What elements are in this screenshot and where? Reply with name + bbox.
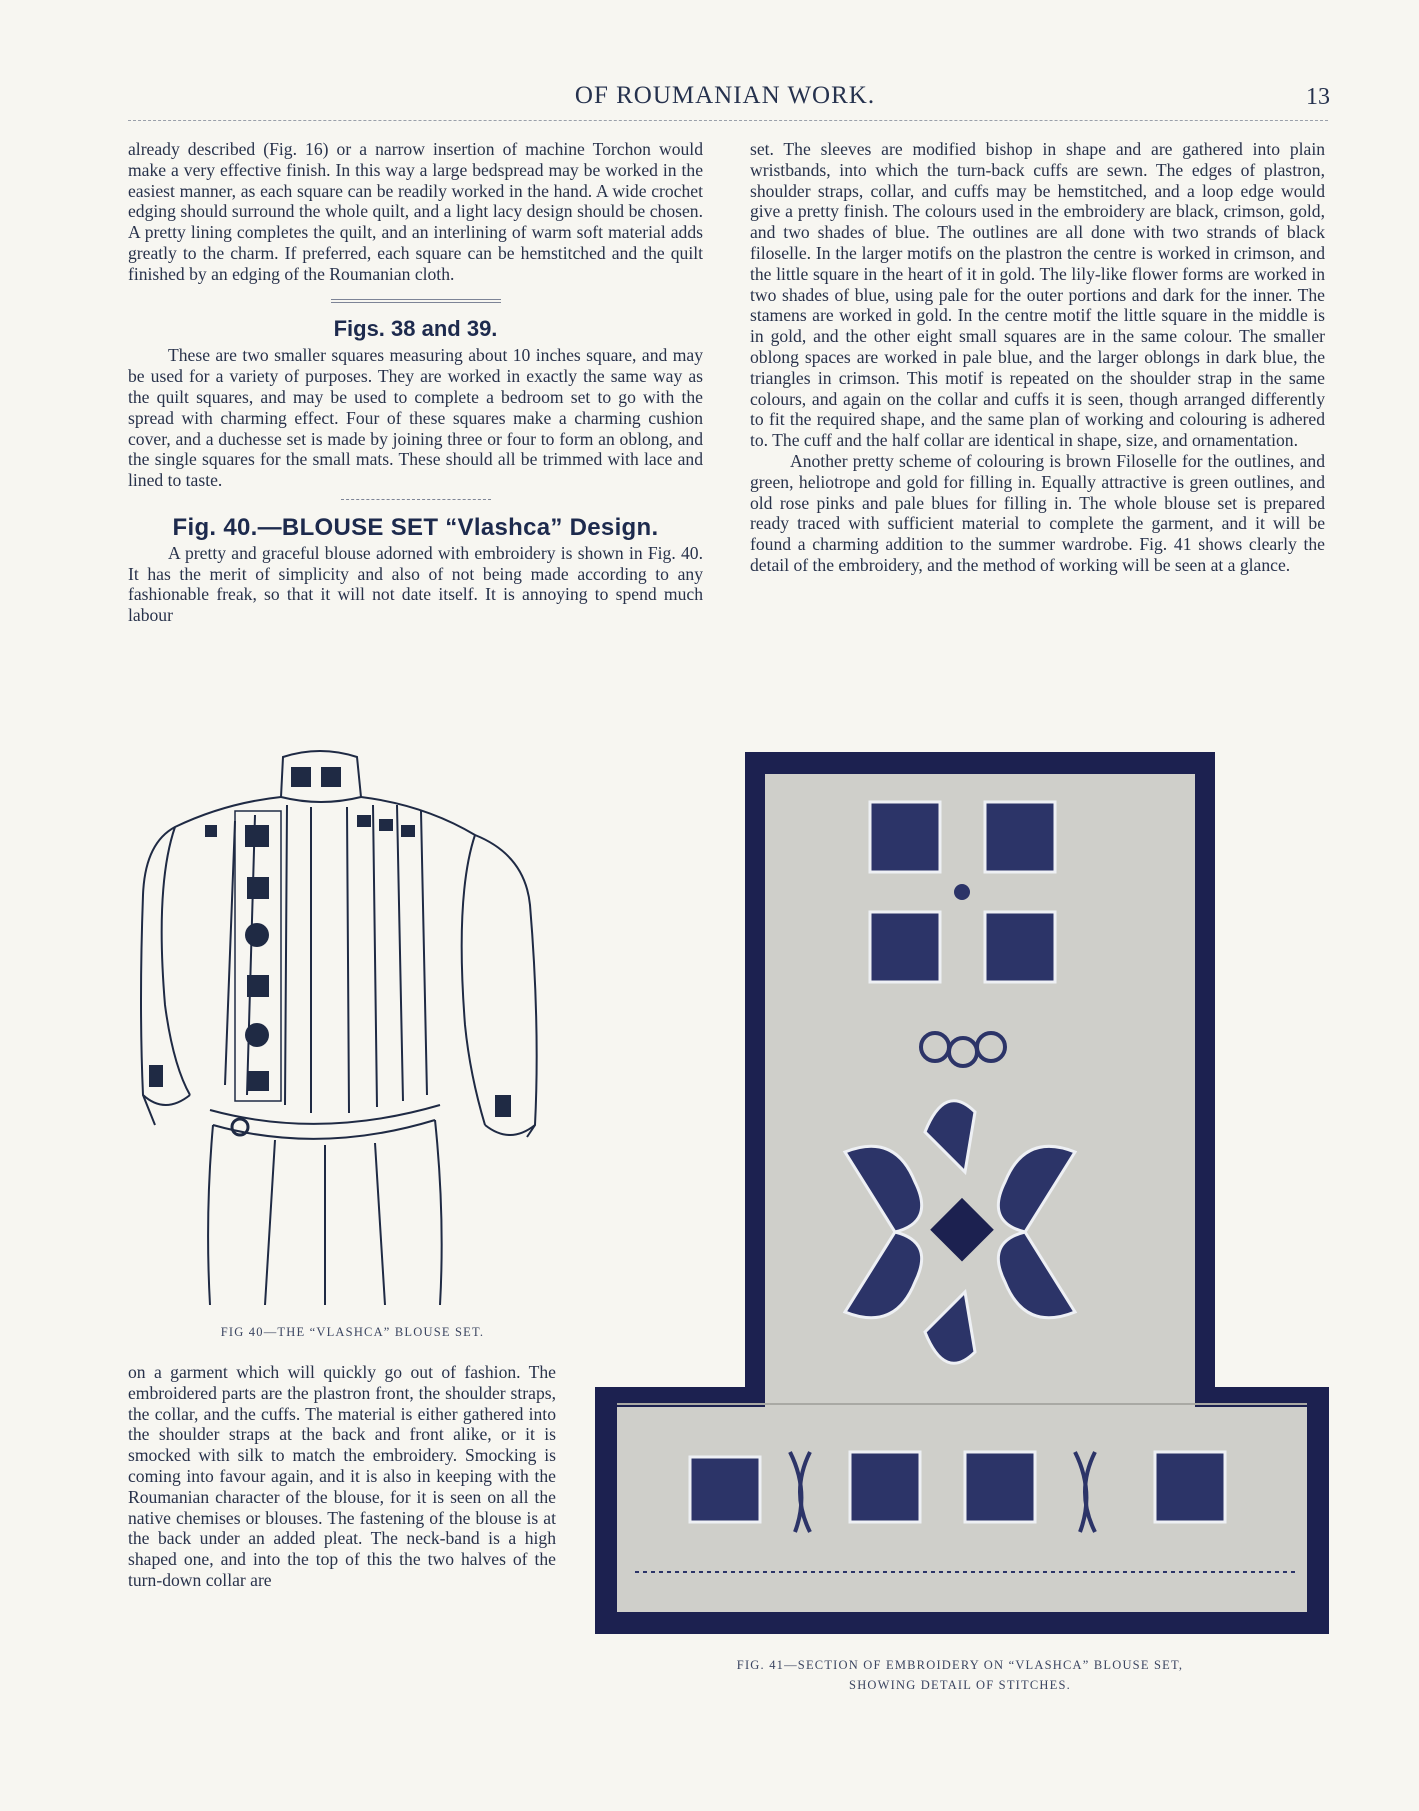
fig40-caption: FIG 40—THE “VLASHCA” BLOUSE SET.: [220, 1325, 485, 1339]
left-column: [128, 139, 703, 626]
left-para-4: on a garment which will quickly go out of fashion. The embroidered parts are the plastron front, the shoulder straps, the collar, and the cuffs. The material is either gathered into the shoulder straps at the back and front alike, or it is smocked with silk to match the embroidery. Smocking is coming into favour again, and it is also in keeping with the Roumanian character of the blouse, for it is seen on all the native chemises or blouses. The fastening of the blouse is at the back under an added pleat. The neck-band is a high shaped one, and into the top of this the two halves of the turn-down collar are: [128, 1362, 556, 1590]
embroidery-photo: [595, 752, 1329, 1634]
left-para-2: These are two smaller squares measuring about 10 inches square, and may be used for a variety of purposes. They are worked in exactly the same way as the quilt squares, and may be used to complete a bedroom set to go with the spread with charming effect. Four of these squares make a charming cushion cover, and a duchesse set is made by joining three or four to form an oblong, and the single squares for the small mats. These should all be trimmed with lace and lined to taste.: [128, 345, 703, 491]
section-divider-2: [341, 499, 491, 500]
heading-figs-38-39: Figs. 38 and 39.: [333, 315, 498, 341]
page-number: 13: [1306, 84, 1330, 110]
header-rule: [128, 120, 1328, 121]
fig41-caption-line-2: SHOWING DETAIL OF STITCHES.: [849, 1678, 1071, 1692]
left-para-1: already described (Fig. 16) or a narrow insertion of machine Torchon would make a very effective finish. In this way a large bedspread may be worked in the easiest manner, as each square can be readily worked in the hand. A wide crochet edging should surround the whole quilt, and a light lacy design should be chosen. A pretty lining completes the quilt, and an interlining of warm soft material adds greatly to the charm. If preferred, each square can be hemstitched and the quilt finished by an edging of the Roumanian cloth.: [128, 139, 703, 284]
fig41-caption-line-1: FIG. 41—SECTION OF EMBROIDERY ON “VLASHCA” BLOUSE SET,: [736, 1658, 1184, 1672]
right-para-1: set. The sleeves are modified bishop in shape and are gathered into plain wristbands, into which the turn-back cuffs are sewn. The edges of plastron, shoulder straps, collar, and cuffs may be hemstitched, and a loop edge would give a pretty finish. The colours used in the embroidery are black, crimson, gold, and two shades of blue. The outlines are all done with two strands of black filoselle. In the larger motifs on the plastron the centre is worked in crimson, and the little square in the heart of it in gold. The lily-like flower forms are worked in two shades of blue, using pale for the outer portions and dark for the inner. The stamens are worked in gold. In the centre motif the little square in the middle is in gold, and the other eight small squares are in the same colour. The smaller oblong spaces are worked in pale blue, and the larger oblongs in dark blue, the triangles in crimson. This motif is repeated on the shoulder strap in the same colours, and again on the collar and cuffs it is seen, though arranged differently to fit the required shape, and the same plan of working and colouring is adhered to. The cuff and the half collar are identical in shape, size, and ornamentation.: [750, 139, 1325, 451]
running-title: OF ROUMANIAN WORK.: [574, 82, 876, 109]
page-header: [120, 78, 1330, 118]
section-divider: [331, 299, 501, 303]
fig41-caption: [600, 1655, 1320, 1695]
heading-fig-40: Fig. 40.—BLOUSE SET “Vlashca” Design.: [172, 513, 659, 541]
right-para-2: Another pretty scheme of colouring is brown Filoselle for the outlines, and green, heliotrope and gold for filling in. Equally attractive is green outlines, and old rose pinks and pale blues for filling in. The whole blouse set is prepared ready traced with sufficient material to complete the garment, and it will be found a charming addition to the summer wardrobe. Fig. 41 shows clearly the detail of the embroidery, and the method of working will be seen at a glance.: [750, 450, 1325, 575]
left-para-3: A pretty and graceful blouse adorned with embroidery is shown in Fig. 40. It has the merit of simplicity and also of not being made according to any fashionable freak, so that it will not date itself. It is annoying to spend much labour: [128, 542, 703, 626]
left-column-lower: [128, 1362, 556, 1591]
blouse-illustration: [135, 745, 570, 1305]
right-column: [750, 139, 1325, 576]
